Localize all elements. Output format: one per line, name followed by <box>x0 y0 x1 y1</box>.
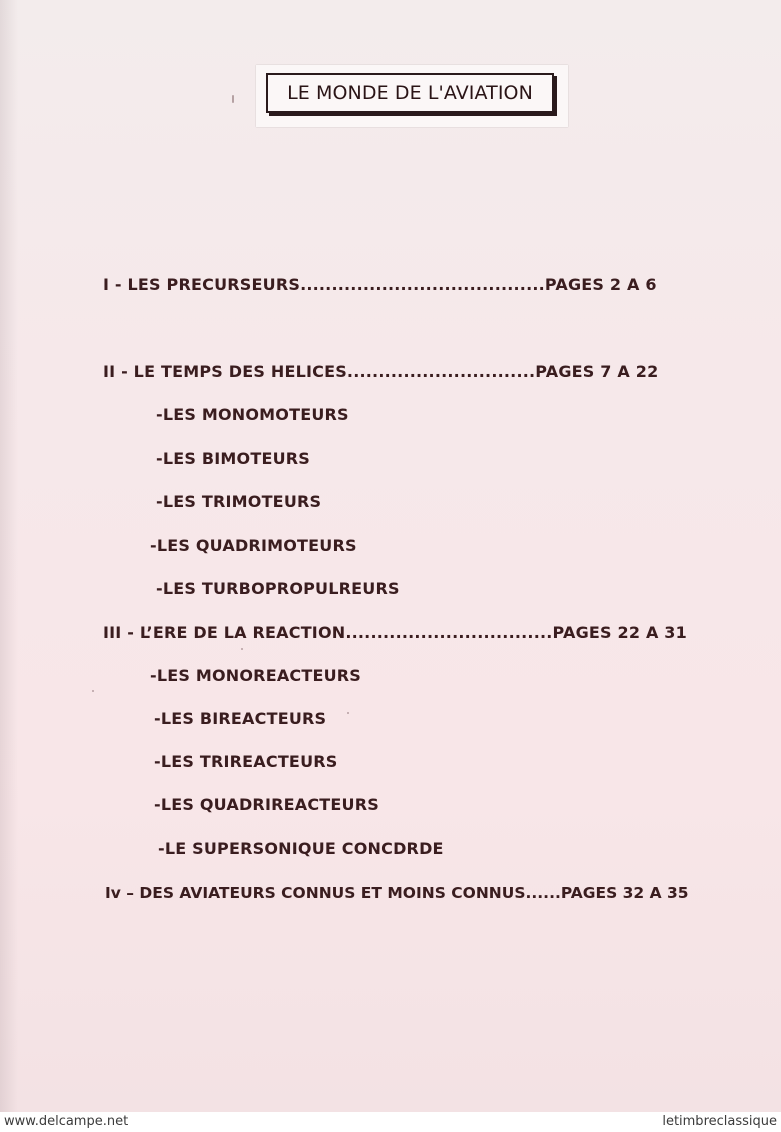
watermark-left: www.delcampe.net <box>4 1114 129 1129</box>
section-2-item: -LES TRIMOTEURS <box>156 492 322 511</box>
section-3-item: -LES QUADRIREACTEURS <box>154 795 379 814</box>
section-3-item: -LES BIREACTEURS <box>154 709 327 728</box>
section-2-item: -LES BIMOTEURS <box>156 449 311 468</box>
watermark-right: letimbreclassique <box>662 1114 777 1129</box>
paper-speck <box>347 712 349 714</box>
section-3-item: -LES MONOREACTEURS <box>150 666 362 685</box>
section-1-heading: I - LES PRECURSEURS.......................................PAGES 2 A 6 <box>103 275 657 294</box>
section-3-item: -LE SUPERSONIQUE CONCDRDE <box>158 839 444 858</box>
watermark-bar <box>0 1112 781 1132</box>
paper-speck <box>92 690 94 692</box>
paper-speck <box>232 95 234 103</box>
section-2-item: -LES TURBOPROPULREURS <box>156 579 400 598</box>
section-2-item: -LES MONOMOTEURS <box>156 405 349 424</box>
paper-speck <box>241 648 243 650</box>
section-2-item: -LES QUADRIMOTEURS <box>150 536 357 555</box>
section-2-heading: II - LE TEMPS DES HELICES..............................PAGES 7 A 22 <box>103 362 659 381</box>
title-box <box>266 73 554 113</box>
document-title: LE MONDE DE L'AVIATION <box>287 82 533 104</box>
section-4-heading: Iv – DES AVIATEURS CONNUS ET MOINS CONNUS......PAGES 32 A 35 <box>105 884 689 902</box>
section-3-item: -LES TRIREACTEURS <box>154 752 338 771</box>
section-3-heading: III - L’ERE DE LA REACTION.................................PAGES 22 A 31 <box>103 623 687 642</box>
